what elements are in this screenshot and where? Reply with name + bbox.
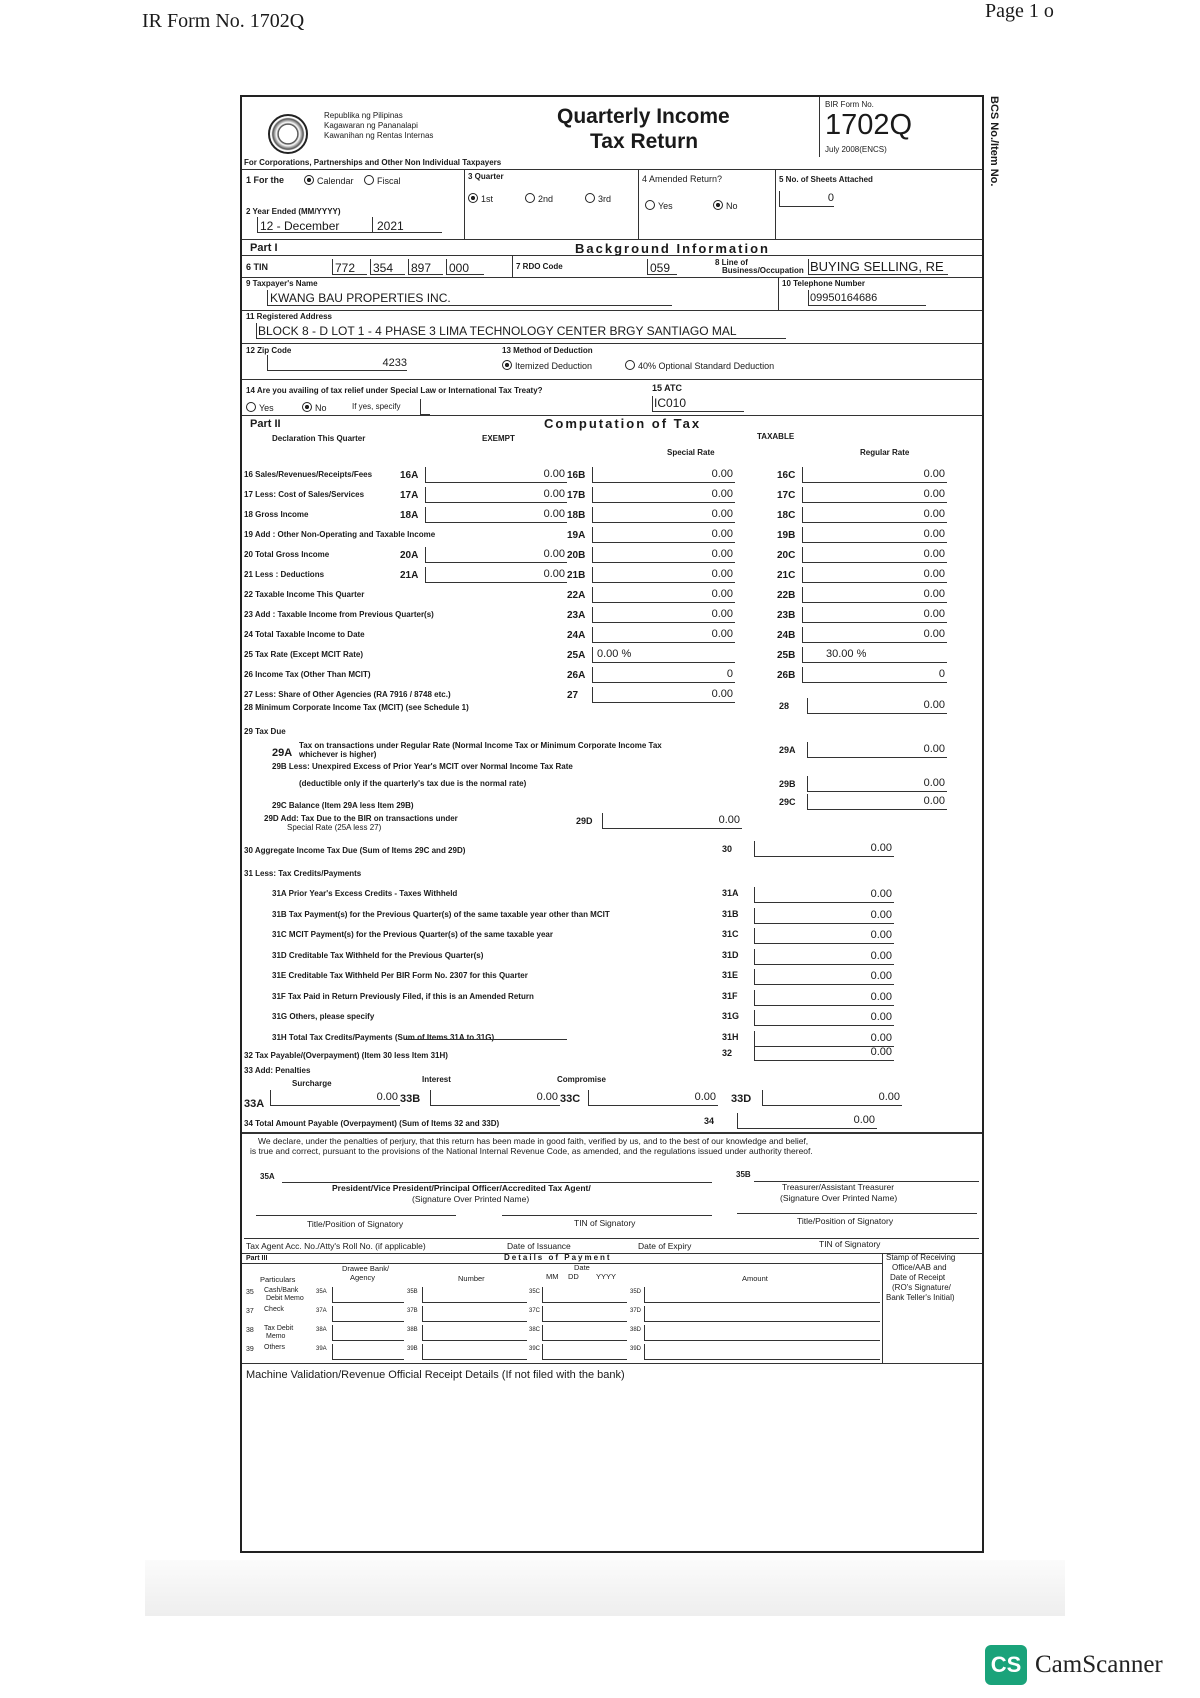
row-code-c: 21C [777, 570, 796, 581]
row-label: 22 Taxable Income This Quarter [244, 590, 365, 599]
item6-label: 6 TIN [246, 262, 269, 272]
credit-label: 31A Prior Year's Excess Credits - Taxes Withheld [272, 889, 458, 898]
payment-row-no: 39 [246, 1346, 254, 1353]
credit-value[interactable]: 0.00 [870, 1032, 892, 1044]
payment-row-name-2: Memo [266, 1333, 286, 1340]
item29b-label-1: 29B Less: Unexpired Excess of Prior Year's MCIT over Normal Income Tax Rate [272, 762, 573, 771]
dd-header: DD [568, 1272, 579, 1281]
row-code-a: 16A [400, 470, 419, 481]
item10-label: 10 Telephone Number [782, 279, 865, 288]
scan-shadow [145, 1560, 1065, 1616]
row-label: 19 Add : Other Non-Operating and Taxable Income [244, 530, 436, 539]
item29c-label: 29C Balance (Item 29A less Item 29B) [272, 801, 414, 810]
mcit-value[interactable]: 0.00 [923, 699, 945, 711]
agency-line-2: Kagawaran ng Pananalapi [324, 121, 418, 130]
payment-code-c: 39C [529, 1346, 541, 1352]
page-header-right: Page 1 o [985, 0, 1054, 22]
payment-row-no: 35 [246, 1289, 254, 1296]
item32-code: 32 [722, 1048, 733, 1058]
credit-value[interactable]: 0.00 [870, 970, 892, 982]
amended-yes-radio-icon [645, 200, 655, 210]
compromise-label: Compromise [557, 1075, 606, 1084]
declaration-line-2: is true and correct, pursuant to the provisions of the National Internal Revenue Code, as amended, and the regulations issued under authority thereof. [250, 1146, 813, 1156]
osd-option[interactable]: 40% Optional Standard Deduction [625, 360, 774, 372]
part2-label: Part II [250, 418, 281, 430]
credit-code: 31H [722, 1032, 739, 1042]
payment-code-b: 35B [407, 1289, 418, 1295]
tin-signatory-label: TIN of Signatory [574, 1218, 636, 1228]
aggregate-tax-due-value[interactable]: 0.00 [870, 842, 892, 854]
line-of-business-value[interactable]: BUYING SELLING, RE [810, 259, 944, 274]
credit-value[interactable]: 0.00 [870, 950, 892, 962]
regular-rate-value[interactable]: 0.00 [923, 588, 945, 600]
payment-code-a: 38A [316, 1327, 327, 1333]
quarter-3rd-option[interactable]: 3rd [585, 193, 611, 205]
sig-35a-code: 35A [260, 1172, 275, 1181]
treaty-yes-radio-icon [246, 402, 256, 412]
item33b-code: 33B [400, 1093, 421, 1105]
row-code-c: 16C [777, 470, 796, 481]
row-label: 26 Income Tax (Other Than MCIT) [244, 670, 371, 679]
sig-35a-label-1: President/Vice President/Principal Officer/Accredited Tax Agent/ [332, 1183, 591, 1193]
credit-label: 31C MCIT Payment(s) for the Previous Quarter(s) of the same taxable year [272, 930, 553, 939]
credit-code: 31E [722, 970, 739, 980]
row-code-a: 21A [400, 570, 419, 581]
quarter-3rd-radio-icon [585, 193, 595, 203]
payment-code-d: 37D [630, 1308, 642, 1314]
payment-code-b: 38B [407, 1327, 418, 1333]
special-rate-value[interactable]: 0.00 [711, 588, 733, 600]
item1-label: 1 For the [246, 175, 285, 185]
regular-rate-value[interactable]: 0.00 [923, 528, 945, 540]
credit-value[interactable]: 0.00 [870, 929, 892, 941]
credit-value[interactable]: 0.00 [870, 909, 892, 921]
regular-rate-value[interactable]: 0.00 [923, 508, 945, 520]
item29d-label-2: Special Rate (25A less 27) [287, 823, 382, 832]
regular-rate-value[interactable]: 0.00 [923, 628, 945, 640]
special-rate-value[interactable]: 0.00 [711, 568, 733, 580]
regular-rate-value[interactable]: 0.00 [923, 548, 945, 560]
item33-label: 33 Add: Penalties [244, 1066, 311, 1075]
item28-label: 28 Minimum Corporate Income Tax (MCIT) (see Schedule 1) [244, 703, 469, 712]
row-code-c: 23B [777, 610, 796, 621]
item29c-code: 29C [779, 797, 796, 807]
fiscal-radio-icon [364, 175, 374, 185]
item8-label-2: Business/Occupation [722, 266, 804, 275]
special-rate-value[interactable]: 0 [726, 668, 733, 680]
form-subtitle: For Corporations, Partnerships and Other Non Individual Taxpayers [244, 158, 502, 167]
treaty-specify-label: If yes, specify [352, 402, 401, 411]
credit-code: 31C [722, 929, 739, 939]
special-rate-value[interactable]: 0.00 [711, 528, 733, 540]
quarter-2nd-radio-icon [525, 193, 535, 203]
item31-label: 31 Less: Tax Credits/Payments [244, 869, 362, 878]
item30-code: 30 [722, 844, 733, 854]
tin-part-4[interactable]: 000 [449, 261, 470, 275]
credit-code: 31G [722, 1011, 740, 1021]
item5-label: 5 No. of Sheets Attached [779, 175, 873, 184]
credit-code: 31F [722, 991, 738, 1001]
title-position-label: Title/Position of Signatory [307, 1219, 404, 1229]
row-code-a: 20A [400, 550, 419, 561]
declaration-line-1: We declare, under the penalties of perjury, that this return has been made in good faith, verified by us, and to the best of our knowledge and belief, [258, 1136, 809, 1146]
payment-code-b: 39B [407, 1346, 418, 1352]
special-rate-value[interactable]: 0.00 [711, 548, 733, 560]
interest-label: Interest [422, 1075, 451, 1084]
item2-label: 2 Year Ended (MM/YYYY) [246, 207, 341, 216]
sheets-attached-value[interactable]: 0 [827, 192, 834, 204]
item29b-code: 29B [779, 779, 796, 789]
row-label: 21 Less : Deductions [244, 570, 325, 579]
date-header: Date [574, 1263, 590, 1272]
row-code-b: 21B [567, 570, 586, 581]
special-rate-value[interactable]: 0.00 % [597, 648, 632, 660]
row-code-b: 25A [567, 650, 586, 661]
payment-row-name-1: Others [264, 1344, 286, 1351]
credit-code: 31D [722, 950, 739, 960]
form-title-line-1: Quarterly Income [557, 105, 730, 128]
row-label: 24 Total Taxable Income to Date [244, 630, 365, 639]
regular-rate-value[interactable]: 0.00 [923, 488, 945, 500]
exempt-value[interactable]: 0.00 [543, 508, 565, 520]
row-code-b: 27 [567, 690, 579, 701]
treaty-no-radio-icon [302, 402, 312, 412]
credit-label: 31B Tax Payment(s) for the Previous Quarter(s) of the same taxable year other than MCIT [272, 910, 610, 919]
item4-label: 4 Amended Return? [642, 174, 723, 184]
particulars-header: Particulars [260, 1275, 296, 1284]
date-expiry-label: Date of Expiry [638, 1241, 692, 1251]
bcs-side-label: BCS No./Item No. [988, 96, 1000, 187]
form-no-label: BIR Form No. [825, 100, 874, 109]
item33a-code: 33A [244, 1098, 265, 1110]
payment-code-d: 38D [630, 1327, 642, 1333]
compromise-value[interactable]: 0.00 [694, 1091, 716, 1103]
row-code-b: 17B [567, 490, 586, 501]
item29d-code: 29D [576, 816, 593, 826]
amount-header: Amount [742, 1274, 768, 1283]
part3-title: Details of Payment [504, 1253, 612, 1262]
special-rate-value[interactable]: 0.00 [711, 508, 733, 520]
row-code-b: 20B [567, 550, 586, 561]
credit-label: 31E Creditable Tax Withheld Per BIR Form No. 2307 for this Quarter [272, 971, 528, 980]
row-code-b: 22A [567, 590, 586, 601]
row-label: 18 Gross Income [244, 510, 309, 519]
col-head-taxable: TAXABLE [757, 432, 795, 441]
regular-rate-value[interactable]: 0.00 [923, 608, 945, 620]
item29b-label-2: (deductible only if the quarterly's tax due is the normal rate) [299, 779, 527, 788]
payment-code-c: 38C [529, 1327, 541, 1333]
col-head-declaration: Declaration This Quarter [272, 434, 366, 443]
payment-row-name-2: Debit Memo [266, 1295, 304, 1302]
credit-label: 31H Total Tax Credits/Payments (Sum of Items 31A to 31G) [272, 1033, 495, 1042]
credit-label: 31G Others, please specify [272, 1012, 375, 1021]
item13-label: 13 Method of Deduction [502, 346, 593, 355]
treaty-yes-option[interactable]: Yes [246, 402, 274, 414]
stamp-line-5: Bank Teller's Initial) [886, 1293, 955, 1302]
itemized-deduction-option[interactable]: Itemized Deduction [502, 360, 592, 372]
row-code-b: 16B [567, 470, 586, 481]
payment-code-d: 39D [630, 1346, 642, 1352]
tax-due-29c-value[interactable]: 0.00 [923, 795, 945, 807]
tax-due-29d-value[interactable]: 0.00 [718, 814, 740, 826]
col-head-exempt: EXEMPT [482, 434, 515, 443]
sig-35b-code: 35B [736, 1170, 751, 1179]
payment-row-no: 38 [246, 1327, 254, 1334]
quarter-1st-option[interactable]: 1st [468, 193, 493, 205]
item3-label: 3 Quarter [468, 172, 504, 181]
exempt-value[interactable]: 0.00 [543, 488, 565, 500]
row-label: 25 Tax Rate (Except MCIT Rate) [244, 650, 363, 659]
item14-label: 14 Are you availing of tax relief under Special Law or International Tax Treaty? [246, 386, 543, 395]
quarter-1st-radio-icon [468, 193, 478, 203]
row-code-b: 26A [567, 670, 586, 681]
agent-acc-label: Tax Agent Acc. No./Atty's Roll No. (if applicable) [246, 1241, 426, 1251]
form-version: July 2008(ENCS) [825, 145, 887, 154]
regular-rate-value[interactable]: 0.00 [923, 568, 945, 580]
yyyy-header: YYYY [596, 1272, 617, 1281]
special-rate-value[interactable]: 0.00 [711, 468, 733, 480]
payment-code-d: 35D [630, 1289, 642, 1295]
row-code-c: 24B [777, 630, 796, 641]
tax-due-29a-value[interactable]: 0.00 [923, 743, 945, 755]
amended-no-radio-icon [713, 200, 723, 210]
col-head-special-rate: Special Rate [667, 448, 715, 457]
itemized-radio-icon [502, 360, 512, 370]
tin-part-1[interactable]: 772 [335, 261, 356, 275]
part1-label: Part I [250, 242, 278, 254]
date-issuance-label: Date of Issuance [507, 1241, 571, 1251]
payment-row-name-1: Check [264, 1306, 284, 1313]
credit-code: 31B [722, 909, 739, 919]
item28-code: 28 [779, 701, 790, 711]
credit-label: 31D Creditable Tax Withheld for the Previous Quarter(s) [272, 951, 484, 960]
tax-due-29b-value[interactable]: 0.00 [923, 777, 945, 789]
exempt-value[interactable]: 0.00 [543, 548, 565, 560]
row-label: 23 Add : Taxable Income from Previous Quarter(s) [244, 610, 434, 619]
item8-label-1: 8 Line of [715, 258, 748, 267]
number-header: Number [458, 1274, 485, 1283]
credit-value[interactable]: 0.00 [870, 888, 892, 900]
payment-row-name-1: Cash/Bank [264, 1287, 299, 1294]
surcharge-label: Surcharge [292, 1079, 332, 1088]
exempt-value[interactable]: 0.00 [543, 568, 565, 580]
camscanner-wordmark: CamScanner [1035, 1651, 1163, 1678]
sig-35b-label-1: Treasurer/Assistant Treasurer [782, 1182, 895, 1192]
special-rate-value[interactable]: 0.00 [711, 488, 733, 500]
row-label: 16 Sales/Revenues/Receipts/Fees [244, 470, 373, 479]
item34-label: 34 Total Amount Payable (Overpayment) (Sum of Items 32 and 33D) [244, 1119, 500, 1128]
item7-label: 7 RDO Code [516, 262, 563, 271]
bir-form-1702q [240, 95, 984, 1553]
item12-label: 12 Zip Code [246, 346, 292, 355]
title-position-label-2: Title/Position of Signatory [797, 1216, 894, 1226]
item29d-label-1: 29D Add: Tax Due to the BIR on transactions under [264, 814, 458, 823]
col-head-regular-rate: Regular Rate [860, 448, 910, 457]
interest-value[interactable]: 0.00 [536, 1091, 558, 1103]
item1-fiscal-option[interactable]: Fiscal [364, 175, 401, 187]
form-title-line-2: Tax Return [590, 130, 699, 153]
row-label: 17 Less: Cost of Sales/Services [244, 490, 365, 499]
tax-payable-value[interactable]: 0.00 [870, 1046, 892, 1058]
row-code-c: 25B [777, 650, 796, 661]
regular-rate-value[interactable]: 0.00 [923, 468, 945, 480]
item1-calendar-option[interactable]: Calendar [304, 175, 354, 187]
surcharge-value[interactable]: 0.00 [376, 1091, 398, 1103]
row-code-a: 18A [400, 510, 419, 521]
amended-no-option[interactable]: No [713, 200, 738, 212]
total-amount-payable-value[interactable]: 0.00 [853, 1114, 875, 1126]
row-code-b: 18B [567, 510, 586, 521]
atc-value[interactable]: IC010 [654, 396, 687, 410]
rdo-code-value[interactable]: 059 [650, 261, 671, 275]
tin-part-3[interactable]: 897 [411, 261, 432, 275]
payment-code-a: 39A [316, 1346, 327, 1352]
drawee-header-2: Agency [350, 1273, 376, 1282]
tin-part-2[interactable]: 354 [373, 261, 394, 275]
registered-address-value[interactable]: BLOCK 8 - D LOT 1 - 4 PHASE 3 LIMA TECHNOLOGY CENTER BRGY SANTIAGO MAL [258, 324, 737, 338]
item33d-code: 33D [731, 1093, 752, 1105]
year-ended-year[interactable]: 2021 [377, 219, 404, 233]
year-ended-month[interactable]: 12 - December [260, 219, 340, 233]
row-code-c: 19B [777, 530, 796, 541]
taxpayer-name-value[interactable]: KWANG BAU PROPERTIES INC. [270, 291, 451, 305]
row-code-c: 22B [777, 590, 796, 601]
camscanner-logo-icon: CS [985, 1645, 1027, 1685]
telephone-value[interactable]: 09950164686 [810, 292, 878, 304]
special-rate-value[interactable]: 0.00 [711, 688, 733, 700]
special-rate-value[interactable]: 0.00 [711, 608, 733, 620]
quarter-2nd-option[interactable]: 2nd [525, 193, 553, 205]
row-code-b: 19A [567, 530, 586, 541]
mm-header: MM [546, 1272, 559, 1281]
agency-line-3: Kawanihan ng Rentas Internas [324, 131, 434, 140]
regular-rate-value[interactable]: 0 [938, 668, 945, 680]
page-header-left: IR Form No. 1702Q [142, 10, 305, 32]
credit-label: 31F Tax Paid in Return Previously Filed, if this is an Amended Return [272, 992, 534, 1001]
row-code-c: 17C [777, 490, 796, 501]
bir-seal-icon [268, 114, 308, 154]
payment-code-a: 37A [316, 1308, 327, 1314]
row-code-c: 18C [777, 510, 796, 521]
credit-value[interactable]: 0.00 [870, 991, 892, 1003]
payment-code-a: 35A [316, 1289, 327, 1295]
zip-code-value[interactable]: 4233 [382, 357, 407, 369]
item29a-label-1: Tax on transactions under Regular Rate (Normal Income Tax or Minimum Corporate Income Tax [299, 741, 662, 750]
drawee-header-1: Drawee Bank/ [342, 1264, 390, 1273]
item29-label: 29 Tax Due [244, 727, 286, 736]
part1-title: Background Information [575, 241, 770, 256]
item29a-label-2: whichever is higher) [299, 750, 377, 759]
item30-label: 30 Aggregate Income Tax Due (Sum of Items 29C and 29D) [244, 846, 466, 855]
item34-code: 34 [704, 1116, 715, 1126]
part2-title: Computation of Tax [544, 416, 702, 431]
machine-validation-label: Machine Validation/Revenue Official Receipt Details (If not filed with the bank) [246, 1369, 625, 1381]
item11-label: 11 Registered Address [246, 312, 332, 321]
regular-rate-value[interactable]: 30.00 % [826, 648, 867, 660]
item29a-code-left: 29A [272, 747, 293, 759]
credit-code: 31A [722, 888, 739, 898]
amended-yes-option[interactable]: Yes [645, 200, 673, 212]
stamp-line-3: Date of Receipt [890, 1273, 946, 1282]
payment-code-b: 37B [407, 1308, 418, 1314]
stamp-line-2: Office/AAB and [892, 1263, 947, 1272]
item15-label: 15 ATC [652, 383, 683, 393]
osd-radio-icon [625, 360, 635, 370]
tin-signatory-label-2: TIN of Signatory [819, 1239, 881, 1249]
row-label: 20 Total Gross Income [244, 550, 330, 559]
stamp-line-1: Stamp of Receiving [886, 1253, 956, 1262]
row-code-c: 20C [777, 550, 796, 561]
total-penalties-value[interactable]: 0.00 [878, 1091, 900, 1103]
item33c-code: 33C [560, 1093, 581, 1105]
part3-label: Part III [246, 1255, 268, 1262]
row-code-b: 23A [567, 610, 586, 621]
calendar-radio-icon [304, 175, 314, 185]
sig-35a-label-2: (Signature Over Printed Name) [412, 1194, 530, 1204]
row-code-a: 17A [400, 490, 419, 501]
special-rate-value[interactable]: 0.00 [711, 628, 733, 640]
payment-row-name-1: Tax Debit [264, 1325, 294, 1332]
item29a-code: 29A [779, 745, 796, 755]
row-code-c: 26B [777, 670, 796, 681]
item9-label: 9 Taxpayer's Name [246, 279, 318, 288]
credit-value[interactable]: 0.00 [870, 1011, 892, 1023]
agency-line-1: Republika ng Pilipinas [324, 111, 403, 120]
payment-code-c: 35C [529, 1289, 541, 1295]
row-label: 27 Less: Share of Other Agencies (RA 7916 / 8748 etc.) [244, 690, 451, 699]
form-number: 1702Q [825, 109, 913, 141]
item32-label: 32 Tax Payable/(Overpayment) (Item 30 less Item 31H) [244, 1051, 448, 1060]
treaty-no-option[interactable]: No [302, 402, 327, 414]
payment-row-no: 37 [246, 1308, 254, 1315]
stamp-line-4: (RO's Signature/ [892, 1283, 951, 1292]
exempt-value[interactable]: 0.00 [543, 468, 565, 480]
sig-35b-label-2: (Signature Over Printed Name) [780, 1193, 898, 1203]
row-code-b: 24A [567, 630, 586, 641]
payment-code-c: 37C [529, 1308, 541, 1314]
